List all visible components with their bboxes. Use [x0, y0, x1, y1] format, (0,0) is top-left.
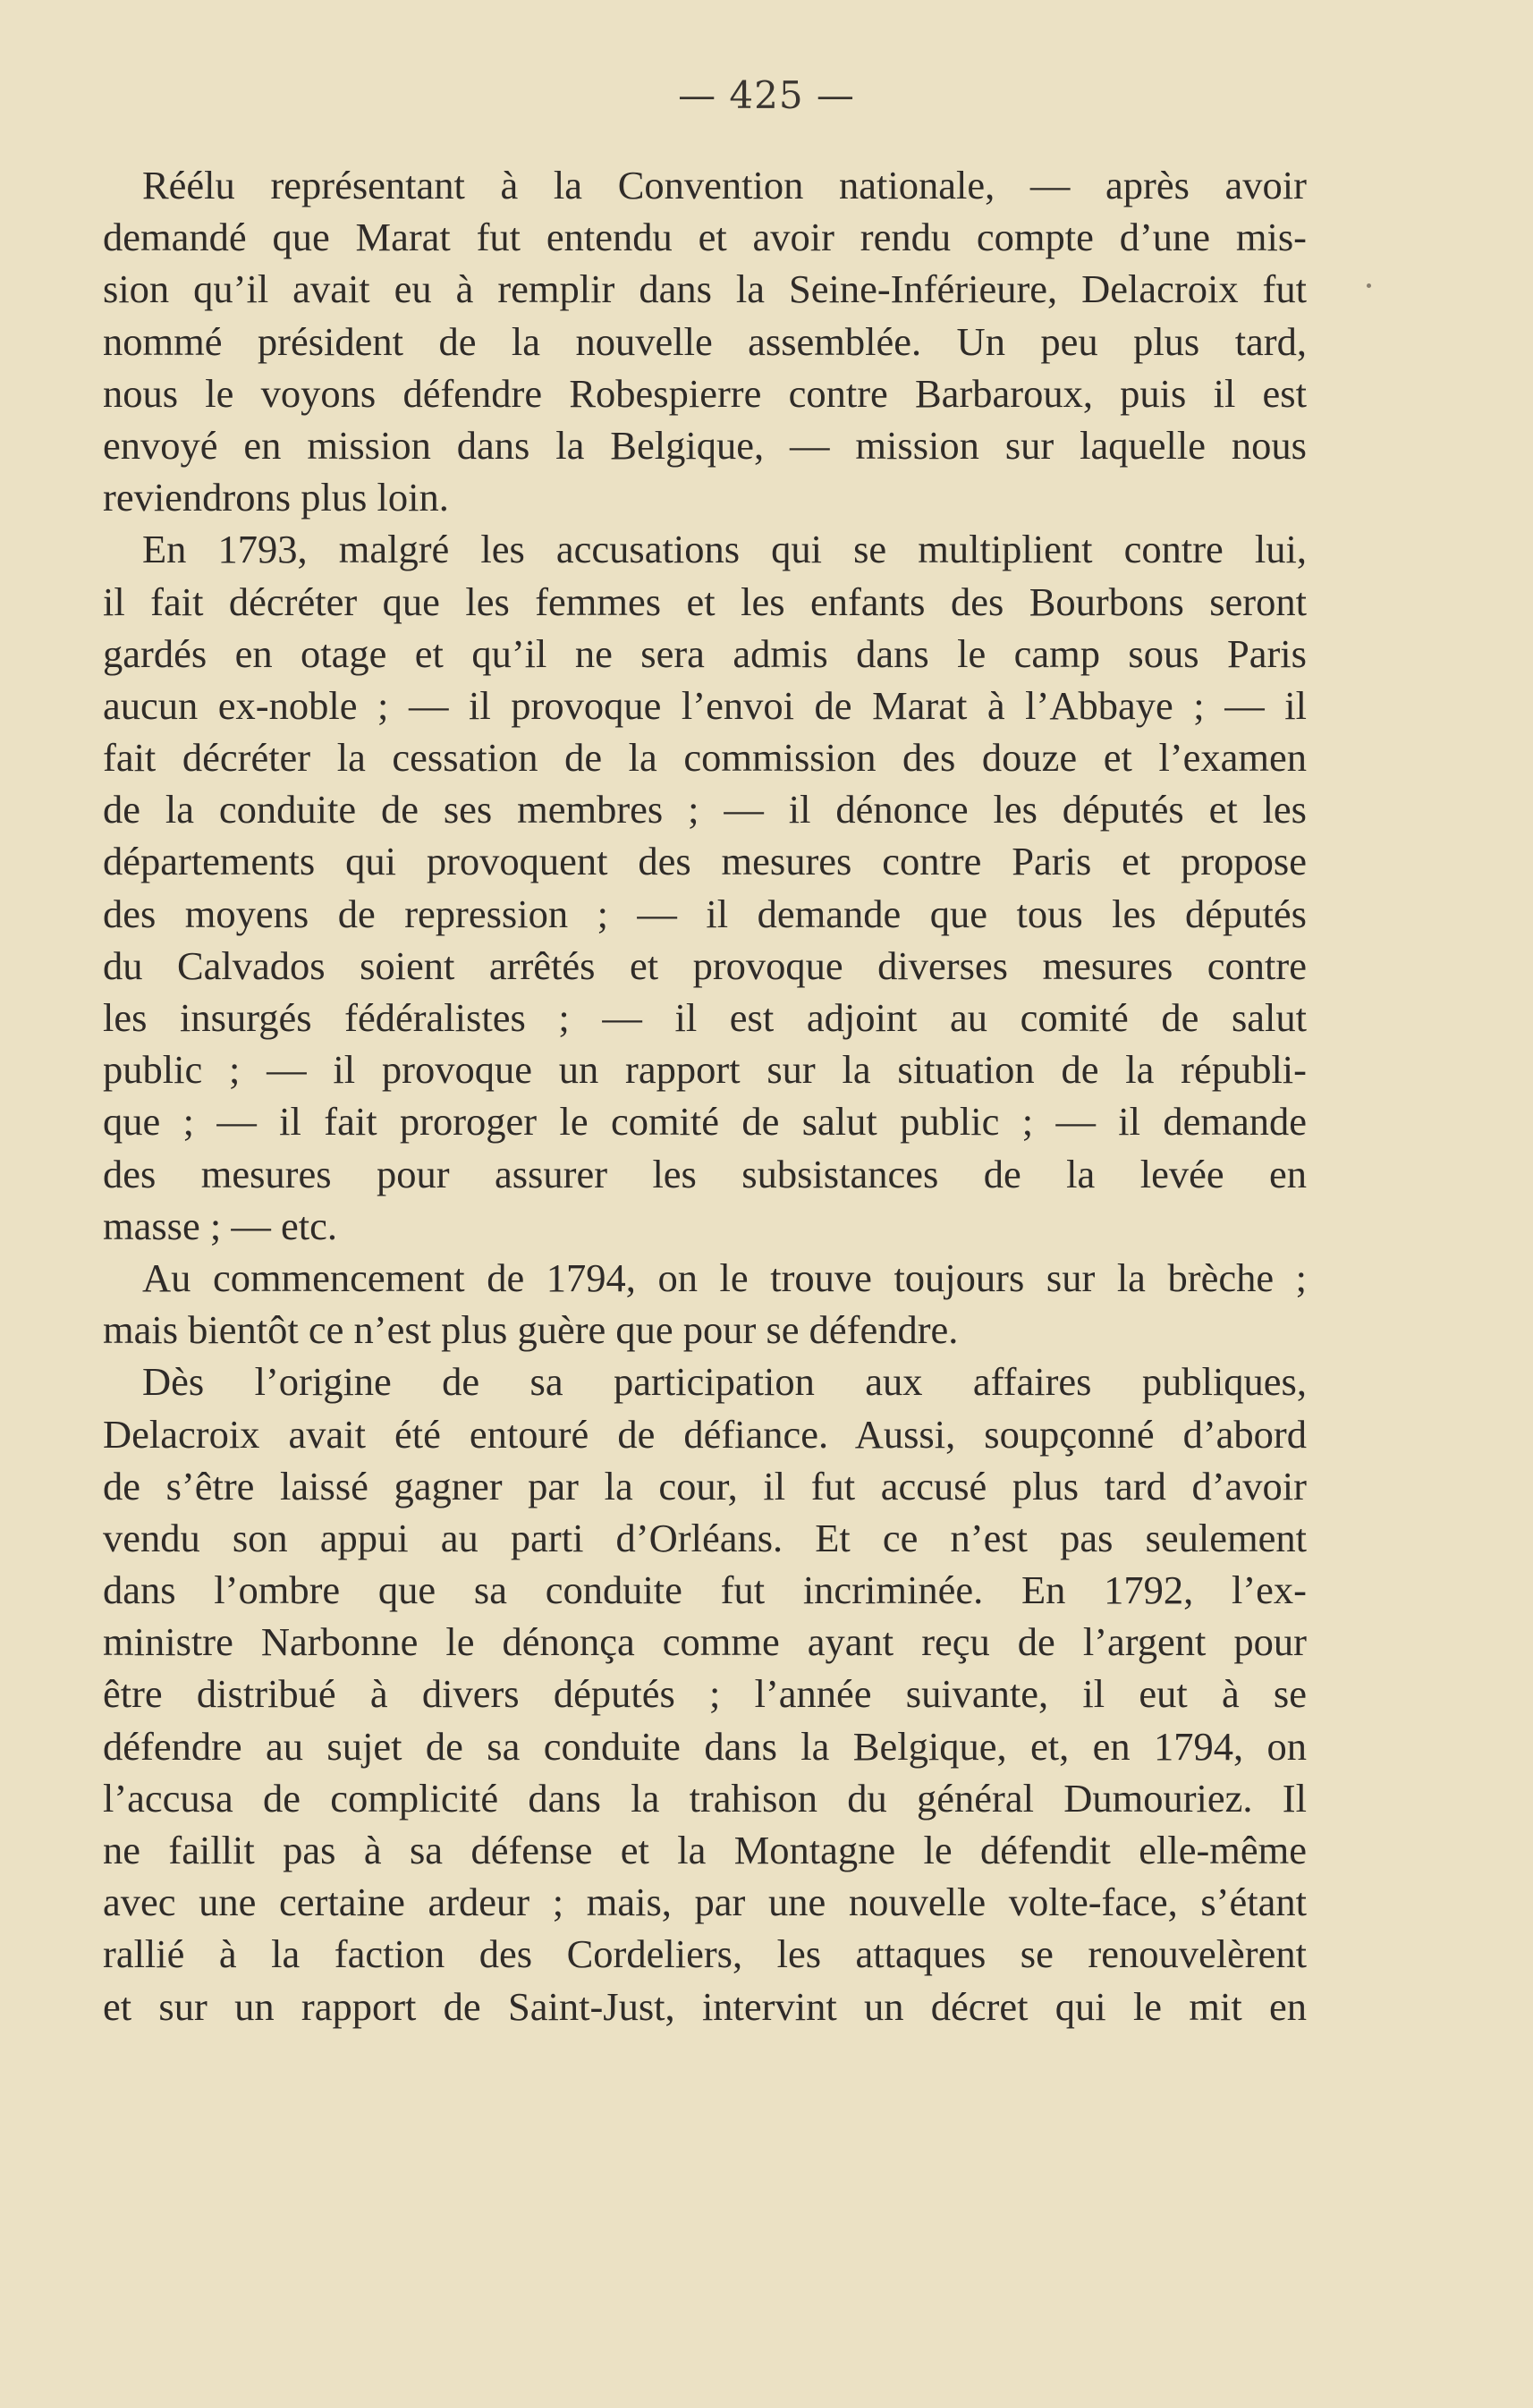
text-line: masse ; — etc.	[103, 1203, 337, 1248]
text-line: être distribué à divers députés ; l’année suivante, il eut à se	[103, 1671, 1307, 1717]
text-line: En 1793, malgré les accusations qui se multiplient contre lui,	[142, 527, 1307, 572]
text-line: du Calvados soient arrêtés et provoque diverses mesures contre	[103, 942, 1307, 988]
text-line: Au commencement de 1794, on le trouve toujours sur la brèche ;	[142, 1255, 1307, 1300]
text-line: ministre Narbonne le dénonça comme ayant reçu de l’argent pour	[103, 1619, 1307, 1665]
body-text	[103, 159, 1307, 2032]
text-line: dans l’ombre que sa conduite fut incriminée. En 1792, l’ex-	[103, 1567, 1307, 1613]
text-line: sion qu’il avait eu à remplir dans la Seine-Inférieure, Delacroix fut	[103, 266, 1307, 312]
text-line: l’accusa de complicité dans la trahison du général Dumouriez. Il	[103, 1775, 1307, 1821]
text-line: et sur un rapport de Saint-Just, intervint un décret qui le mit en	[103, 1983, 1307, 2029]
text-line: Delacroix avait été entouré de défiance. Aussi, soupçonné d’abord	[103, 1411, 1307, 1457]
text-line: gardés en otage et qu’il ne sera admis dans le camp sous Paris	[103, 630, 1307, 676]
text-line: demandé que Marat fut entendu et avoir rendu compte d’une mis-	[103, 215, 1307, 260]
text-line: ne faillit pas à sa défense et la Montagne le défendit elle-même	[103, 1828, 1307, 1872]
text-line: les insurgés fédéralistes ; — il est adjoint au comité de salut	[103, 995, 1307, 1040]
text-line: rallié à la faction des Cordeliers, les attaques se renouvelèrent	[103, 1931, 1307, 1977]
text-line: défendre au sujet de sa conduite dans la Belgique, et, en 1794, on	[103, 1723, 1307, 1769]
text-line: nommé président de la nouvelle assemblée. Un peu plus tard,	[103, 318, 1307, 364]
margin-speck	[1367, 283, 1371, 288]
text-line: Dès l’origine de sa participation aux affaires publiques,	[142, 1359, 1307, 1405]
text-line: public ; — il provoque un rapport sur la situation de la républi-	[103, 1047, 1307, 1093]
text-line: nous le voyons défendre Robespierre contre Barbaroux, puis il est	[103, 370, 1307, 416]
text-line: mais bientôt ce n’est plus guère que pour se défendre.	[103, 1307, 959, 1353]
text-line: de s’être laissé gagner par la cour, il fut accusé plus tard d’avoir	[103, 1463, 1307, 1508]
page-number: — 425 —	[678, 73, 855, 117]
text-line: que ; — il fait proroger le comité de salut public ; — il demande	[103, 1099, 1307, 1145]
text-line: de la conduite de ses membres ; — il dénonce les députés et les	[103, 787, 1307, 832]
text-line: avec une certaine ardeur ; mais, par une nouvelle volte-face, s’étant	[103, 1880, 1307, 1925]
text-line: départements qui provoquent des mesures contre Paris et propose	[103, 839, 1307, 884]
text-line: il fait décréter que les femmes et les enfants des Bourbons seront	[103, 579, 1307, 624]
text-line: des moyens de repression ; — il demande que tous les députés	[103, 891, 1307, 936]
text-line: des mesures pour assurer les subsistances de la levée en	[103, 1151, 1307, 1196]
text-line: aucun ex-noble ; — il provoque l’envoi de Marat à l’Abbaye ; — il	[103, 682, 1307, 728]
text-line: reviendrons plus loin.	[103, 475, 449, 520]
text-line: fait décréter la cessation de la commission des douze et l’examen	[103, 735, 1307, 781]
text-line: vendu son appui au parti d’Orléans. Et ce n’est pas seulement	[103, 1515, 1307, 1560]
text-line: Réélu représentant à la Convention nationale, — après avoir	[142, 163, 1307, 207]
text-line: envoyé en mission dans la Belgique, — mission sur laquelle nous	[103, 422, 1307, 468]
